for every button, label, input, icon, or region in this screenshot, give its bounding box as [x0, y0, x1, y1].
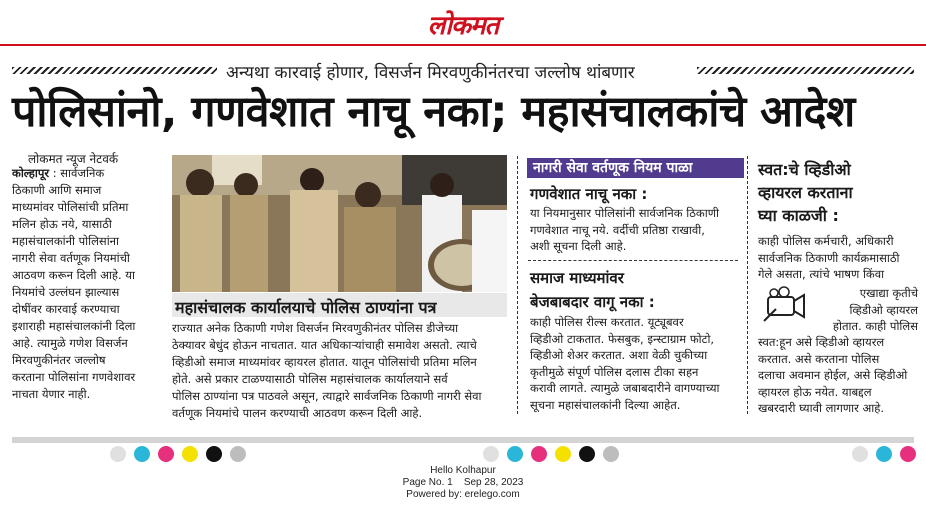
- registration-dot: [852, 446, 868, 462]
- body-line: करतात. असे करताना पोलिस: [758, 351, 880, 366]
- body-line: कृतीमुळे संपूर्ण पोलिस दलास टीका सहन: [530, 364, 699, 379]
- body-line: होतात. काही पोलिस: [832, 319, 918, 333]
- body-line: गणवेशात नाचू नये. वर्दीची प्रतिष्ठा राखावी,: [530, 222, 705, 237]
- body-line: होते. असे प्रकार टाळण्यासाठी पोलिस महासंचालक कार्यालयाने सर्व: [172, 372, 448, 386]
- registration-dot: [158, 446, 174, 462]
- body-line: या नियमानुसार पोलिसांनी सार्वजनिक ठिकाणी: [530, 206, 720, 220]
- body-line: मलिन होऊ नये, यासाठी: [12, 217, 112, 231]
- registration-dot: [603, 446, 619, 462]
- body-line: सूचना महासंचालकांनी दिल्या आहेत.: [530, 397, 681, 412]
- body-line: मिरवणुकीनंतर जल्लोष: [12, 353, 106, 367]
- body-line: दलाचा अवमान होईल, असे व्हिडीओ: [758, 368, 908, 382]
- right-text-bottom: [758, 334, 918, 417]
- body-line: माध्यमांवर पोलिसांची प्रतिमा: [12, 200, 129, 214]
- body-line: वर्तणूक नियमांचे पालन करण्याची आठवण करून दिली आहे.: [172, 406, 423, 420]
- body-line: नाचता येणार नाही.: [12, 387, 91, 401]
- body-line: महासंचालकांनी पोलिसांना: [12, 234, 120, 248]
- right-text-top: [758, 233, 918, 283]
- page-footer: [0, 465, 926, 501]
- news-photo: [172, 155, 507, 292]
- body-line: व्हिडीओ व्हायरल: [849, 302, 918, 317]
- body-line: दोषींवर कारवाई करण्याचा: [12, 302, 120, 316]
- body-line: करावी लागते. त्यामुळे जबाबदारीने वागण्याच्या: [530, 381, 720, 395]
- right-heading: [758, 158, 853, 227]
- powered-by-link[interactable]: Powered by: erelego.com: [406, 489, 520, 500]
- heading-line: स्वत:चे व्हिडीओ: [758, 160, 851, 179]
- photo-caption: महासंचालक कार्यालयाचे पोलिस ठाण्यांना पत्र: [175, 298, 437, 317]
- body-line: व्हिडीओ शेअर करतात. अशा वेळी चुकीच्या: [530, 348, 708, 362]
- video-camera-icon: [762, 285, 808, 323]
- sidebar-subhead-2b: बेजबाबदार वागू नका :: [530, 293, 655, 311]
- right-text-wrap: [812, 285, 918, 335]
- body-line: करताना पोलिसांना गणवेशावर: [12, 370, 136, 384]
- registration-dot: [230, 446, 246, 462]
- hatch-right: [697, 67, 914, 74]
- body-line: इशाराही महासंचालकांनी दिला: [12, 319, 136, 333]
- registration-dot: [182, 446, 198, 462]
- registration-dot: [876, 446, 892, 462]
- masthead-rule: [0, 44, 926, 46]
- sidebar-text-2: [530, 314, 742, 413]
- article-kicker: अन्यथा कारवाई होणार, विसर्जन मिरवणुकीनंतरचा जल्लोष थांबणार: [226, 63, 635, 83]
- heading-line: व्हायरल करताना: [758, 183, 853, 202]
- body-line: आठवण करून दिली आहे. या: [12, 268, 135, 282]
- registration-dot: [110, 446, 126, 462]
- dateline: कोल्हापूर: [12, 166, 50, 180]
- column-divider: [517, 156, 518, 414]
- heading-line: घ्या काळजी :: [758, 206, 839, 225]
- registration-dot: [507, 446, 523, 462]
- body-line: पोलिस ठाण्यांना पत्र पाठवले असून, त्याद्वारे सार्वजनिक ठिकाणी नागरी सेवा: [172, 389, 482, 403]
- body-line: राज्यात अनेक ठिकाणी गणेश विसर्जन मिरवणुकीनंतर पोलिस डीजेच्या: [172, 321, 459, 335]
- body-line: काही पोलिस रील्स करतात. यूट्यूबवर: [530, 315, 684, 329]
- registration-dot: [579, 446, 595, 462]
- lokmat-logo: लोकमत: [427, 11, 499, 41]
- article-headline: पोलिसांनो, गणवेशात नाचू नका; महासंचालकांचे आदेश: [12, 87, 855, 137]
- sidebar-subhead-2a: समाज माध्यमांवर: [530, 269, 624, 287]
- hatch-left: [12, 67, 217, 74]
- sidebar-separator: [528, 260, 738, 261]
- body-line: ठिकाणी आणि समाज: [12, 183, 102, 197]
- body-line: खबरदारी घ्यावी लागणार आहे.: [758, 401, 885, 415]
- photo-illustration: [172, 155, 507, 292]
- body-line: नागरी सेवा वर्तणूक नियमांची: [12, 251, 130, 265]
- registration-dot: [555, 446, 571, 462]
- registration-dot: [206, 446, 222, 462]
- registration-dot: [134, 446, 150, 462]
- article-body-left: [12, 165, 154, 403]
- sidebar-tag: नागरी सेवा वर्तणूक नियम पाळा: [527, 158, 744, 178]
- body-line: अशी सूचना दिली आहे.: [530, 239, 627, 253]
- body-line: ठेक्यावर बेधुंद होऊन नाचतात. यात अधिकाऱ्यांचाही समावेश असतो. त्याचे: [172, 338, 477, 352]
- body-line: नियमांचे उल्लंघन झाल्यास: [12, 285, 120, 299]
- page-info: Page No. 1 Sep 28, 2023: [402, 477, 524, 488]
- body-line: आहे. त्यामुळे गणेश विसर्जन: [12, 336, 128, 350]
- body-line: गेले असता, त्यांचे भाषण किंवा: [758, 267, 885, 281]
- sidebar-text-1: [530, 205, 740, 255]
- registration-dot: [531, 446, 547, 462]
- registration-dot: [900, 446, 916, 462]
- body-line: व्हिडीओ समाज माध्यमांवर व्हायरल होतात. यातून पोलिसांची प्रतिमा मलिन: [172, 355, 477, 369]
- sidebar-subhead-1: गणवेशात नाचू नका :: [530, 185, 648, 203]
- body-line: सार्वजनिक ठिकाणी कार्यक्रमासाठी: [758, 250, 900, 265]
- body-line: व्हायरल होऊ नयेत. याबद्दल: [758, 384, 872, 399]
- body-line: व्हिडीओ टाकतात. फेसबुक, इन्स्टाग्राम फोटो,: [530, 331, 715, 346]
- body-line: काही पोलिस कर्मचारी, अधिकारी: [758, 234, 894, 248]
- body-line: कोल्हापूर : सार्वजनिक: [12, 166, 105, 180]
- column-divider: [747, 156, 748, 414]
- body-line: एखाद्या कृतीचे: [859, 286, 918, 300]
- edition-name: Hello Kolhapur: [430, 465, 496, 476]
- bottom-rule: [12, 437, 914, 443]
- article-body-center: [172, 320, 508, 422]
- byline: लोकमत न्यूज नेटवर्क: [28, 152, 119, 166]
- registration-dot: [483, 446, 499, 462]
- body-line: स्वत:हून असे व्हिडीओ व्हायरल: [758, 335, 885, 349]
